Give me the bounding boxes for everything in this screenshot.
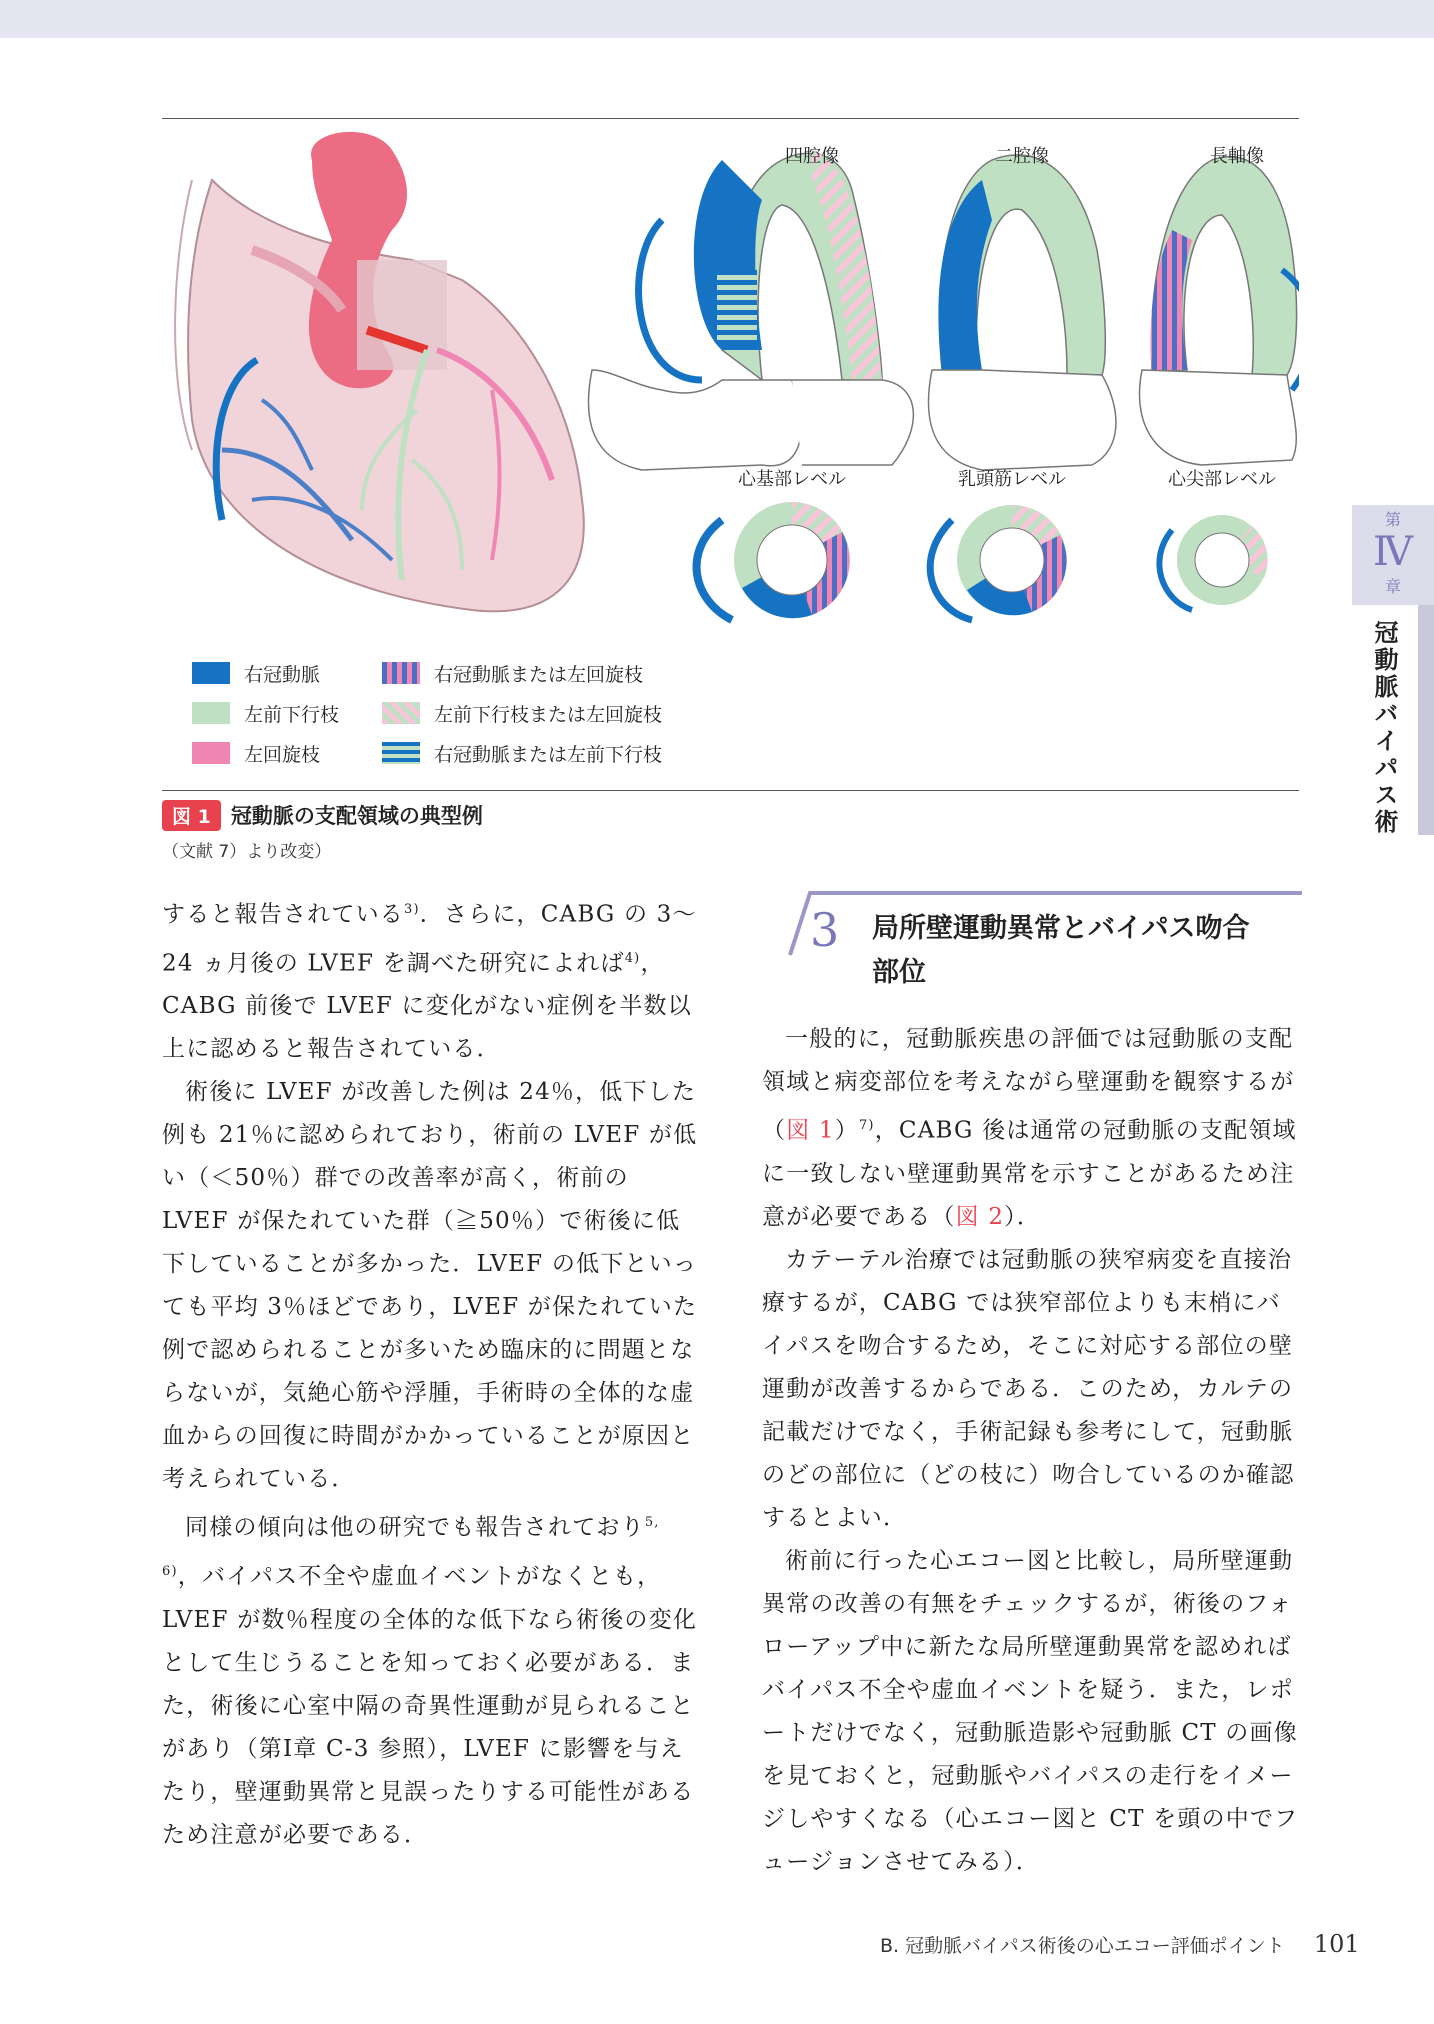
text-run: ，CABG 前後で LVEF に変化がない症例を半数以上に認めると報告されている． <box>162 950 692 1063</box>
label-apex-level: 心尖部レベル <box>1168 469 1276 490</box>
left-column <box>162 888 702 1857</box>
legend-swatch <box>192 742 230 764</box>
figure-illustration <box>162 120 1299 650</box>
figure-bottom-rule <box>162 790 1299 791</box>
text-run: すると報告されている <box>162 901 404 928</box>
section-title <box>872 907 1249 995</box>
section-title-line: 局所壁運動異常とバイパス吻合 <box>872 913 1250 944</box>
long-axis-view <box>1140 157 1300 465</box>
paragraph <box>162 1501 702 1856</box>
page-footer <box>880 1930 1380 1958</box>
legend-swatch <box>382 702 420 724</box>
section-title-line: 部位 <box>872 957 926 988</box>
legend-label: 左前下行枝または左回旋枝 <box>434 703 663 726</box>
legend-item <box>192 738 320 768</box>
text-run: ，バイパス不全や虚血イベントがなくとも，LVEF が数％程度の全体的な低下なら術後の変化として生じうることを知っておく必要がある．また，術後に心室中隔の奇異性運動が見られることがあり（第Ⅰ章 C-3 参照），LVEF に影響を与えたり，壁運動異常と見誤ったりする可能性があるため注意が必要である． <box>162 1563 698 1848</box>
citation: 4) <box>624 950 641 966</box>
legend-swatch <box>192 702 230 724</box>
label-long-axis: 長軸像 <box>1210 146 1264 167</box>
legend-label: 右冠動脈または左前下行枝 <box>434 743 663 766</box>
text-run: ） <box>834 1117 859 1144</box>
figure-1 <box>162 120 1299 790</box>
chapter-marker <box>1352 505 1434 597</box>
legend-label: 右冠動脈 <box>244 663 321 686</box>
label-papillary-level: 乳頭筋レベル <box>958 469 1066 490</box>
figure-top-rule <box>162 118 1299 119</box>
legend-swatch <box>192 662 230 684</box>
figure-ref-link[interactable]: 図 2 <box>955 1203 1005 1230</box>
figure-badge: 図 1 <box>162 800 221 831</box>
text-run: ．さらに，CABG の 3～24 ヵ月後の LVEF を調べた研究によれば <box>162 901 697 977</box>
right-column <box>762 1018 1302 1884</box>
label-four-chamber: 四腔像 <box>785 146 839 167</box>
paragraph <box>762 1018 1302 1239</box>
citation: 5, 6) <box>162 1515 660 1579</box>
paragraph: 術後に LVEF が改善した例は 24％，低下した例も 21％に認められており，術前の LVEF が低い（＜50％）群での改善率が高く，術前の LVEF が保たれていた群（≧50％）で術後に低下していることが多かった．LVEF の低下といっても平均 3％ほどであり，LVEF が保たれていた例で認められることが多いため臨床的に問題とならないが，気絶心筋や浮腫，手術時の全体的な虚血からの回復に時間がかかっていることが原因と考えられている． <box>162 1079 698 1493</box>
label-two-chamber: 二腔像 <box>995 146 1049 167</box>
legend-label: 左回旋枝 <box>244 743 321 766</box>
top-band <box>0 0 1434 38</box>
figure-source: （文献 7）より改変） <box>162 842 332 862</box>
legend-item <box>382 658 643 688</box>
label-base-level: 心基部レベル <box>738 469 846 490</box>
text-run: ）． <box>1004 1203 1042 1230</box>
chapter-number: Ⅳ <box>1373 529 1413 575</box>
four-chamber-view <box>589 150 914 470</box>
paragraph: 術前に行った心エコー図と比較し，局所壁運動異常の改善の有無をチェックするが，術後のフォローアップ中に新たな局所壁運動異常を認めればバイパス不全や虚血イベントを疑う．また，レポートだけでなく，冠動脈造影や冠動脈 CT の画像を見ておくと，冠動脈やバイパスの走行をイメージしやすくなる（心エコー図と CT を頭の中でフュージョンさせてみる）． <box>762 1547 1299 1875</box>
figure-ref-link[interactable]: 図 1 <box>786 1117 835 1144</box>
short-axis-apex <box>1159 515 1267 610</box>
paragraph: カテーテル治療では冠動脈の狭窄病変を直接治療するが，CABG では狭窄部位よりも末梢にバイパスを吻合するため，そこに対応する部位の壁運動が改善するからである．このため，カルテの記載だけでなく，手術記録も参考にして，冠動脈のどの部位に（どの枝に）吻合しているのか確認するとよい． <box>762 1246 1295 1531</box>
heart-illustration <box>175 132 584 611</box>
legend-item <box>382 698 662 728</box>
legend-swatch <box>382 662 420 684</box>
citation: 3) <box>404 902 420 917</box>
legend-item <box>192 658 320 688</box>
chapter-bar <box>1418 605 1434 835</box>
figure-legend <box>192 658 752 788</box>
two-chamber-view <box>929 155 1116 470</box>
short-axis-papillary <box>930 505 1067 620</box>
legend-item <box>382 738 662 768</box>
figure-title: 冠動脈の支配領域の典型例 <box>230 804 483 828</box>
chapter-prefix: 第 <box>1384 510 1401 529</box>
section-heading <box>762 885 1302 1000</box>
legend-item <box>192 698 339 728</box>
footer-section: B. 冠動脈バイパス術後の心エコー評価ポイント <box>880 1935 1285 1957</box>
page-number: 101 <box>1313 1930 1360 1958</box>
citation: 7) <box>858 1118 875 1133</box>
chapter-suffix: 章 <box>1384 577 1401 596</box>
text-run: 一般的に，冠動脈疾患の評価では冠動脈の支配領域と病変部位を考えながら壁運動を観察するが（ <box>762 1026 1295 1144</box>
chapter-title: 冠動脈バイパス術 <box>1370 620 1398 836</box>
legend-label: 左前下行枝 <box>244 703 340 726</box>
short-axis-base <box>697 502 850 620</box>
legend-label: 右冠動脈または左回旋枝 <box>434 663 644 686</box>
legend-swatch <box>382 742 420 764</box>
paragraph <box>162 888 702 1071</box>
text-run: 同様の傾向は他の研究でも報告されており <box>185 1514 645 1541</box>
figure-caption <box>162 800 483 862</box>
text-run: ，CABG 後は通常の冠動脈の支配領域に一致しない壁運動異常を示すことがあるため注意が必要である（ <box>762 1117 1297 1230</box>
section-number: 3 <box>810 903 840 957</box>
